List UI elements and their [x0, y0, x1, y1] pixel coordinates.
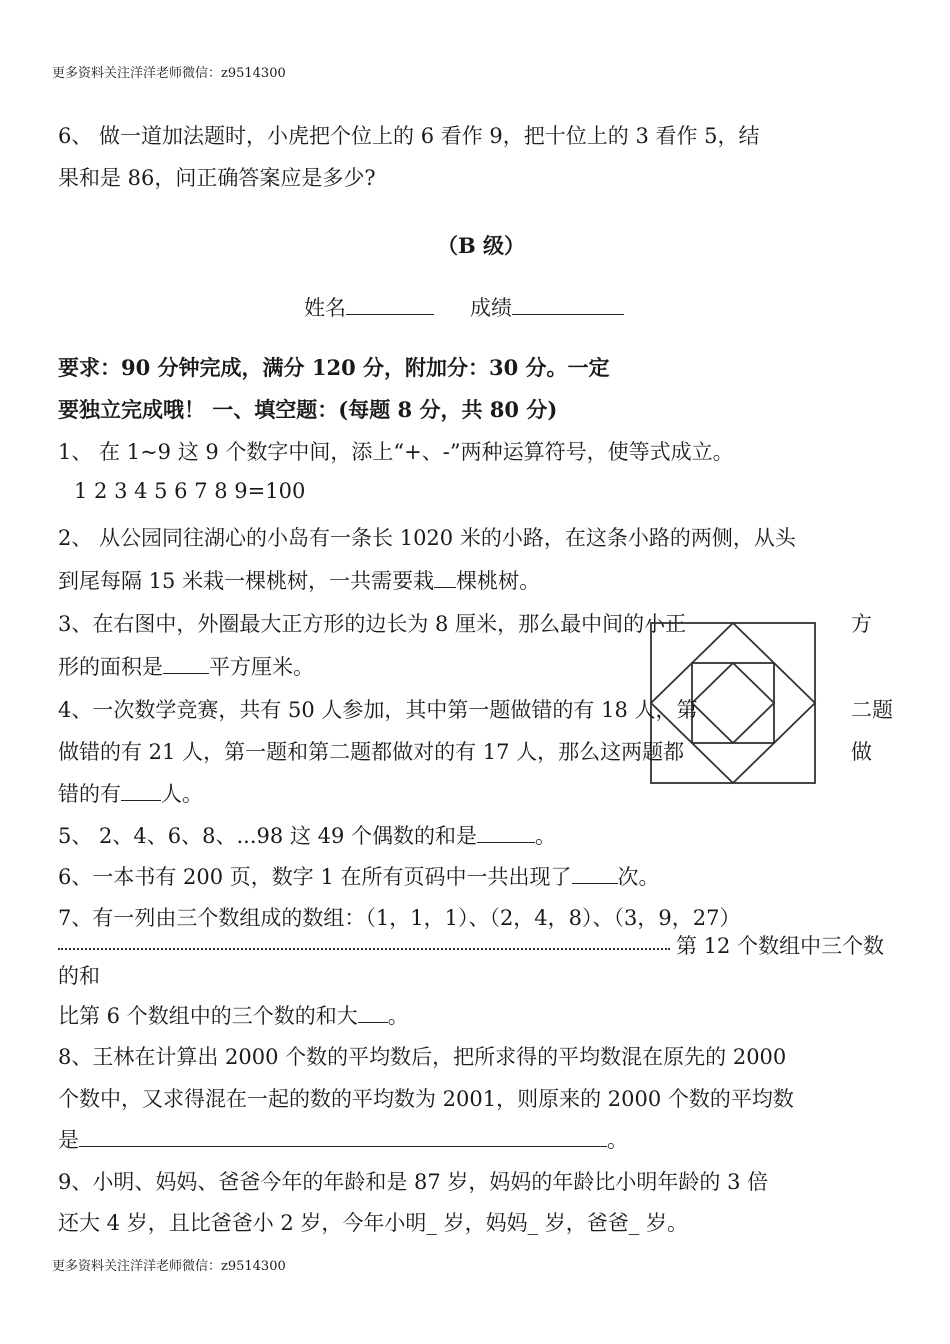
name-label: 姓名 [304, 296, 346, 320]
page-header: 更多资料关注洋洋老师微信：z9514300 [52, 66, 286, 81]
q8-blank [79, 1128, 607, 1147]
q1-line-2: 1 2 3 4 5 6 7 8 9=100 [74, 479, 306, 503]
q7-line-2: 第 12 个数组中三个数 [676, 934, 885, 958]
q9-line-2: 还大 4 岁，且比爸爸小 2 岁，今年小明_ 岁，妈妈_ 岁，爸爸_ 岁。 [58, 1211, 688, 1235]
q7-line-1: 7、有一列由三个数组成的数组：（1，1，1）、（2，4，8）、（3，9，27） [58, 906, 741, 930]
q5-blank [477, 824, 535, 843]
q2-line-1: 2、 从公园同往湖心的小岛有一条长 1020 米的小路，在这条小路的两侧，从头 [58, 526, 796, 550]
q1-line-1: 1、 在 1~9 这 9 个数字中间，添上“+、-”两种运算符号，使等式成立。 [58, 440, 734, 464]
page-footer: 更多资料关注洋洋老师微信：z9514300 [52, 1259, 286, 1274]
q7-dotted-leader [58, 934, 670, 954]
q6-blank [572, 865, 618, 884]
q7-line-4: 比第 6 个数组中的三个数的和大 。 [58, 1004, 409, 1028]
score-label: 成绩 [470, 296, 512, 320]
q5-line: 5、 2、4、6、8、...98 这 49 个偶数的和是 。 [58, 824, 556, 848]
level-title: （B 级） [437, 233, 526, 258]
q2-blank [434, 569, 456, 588]
q3-line-1-end: 方 [851, 612, 872, 636]
q8-line-2: 个数中，又求得混在一起的数的平均数为 2001，则原来的 2000 个数的平均数 [58, 1087, 794, 1111]
q8-line-3: 是 。 [58, 1128, 628, 1152]
name-field [304, 292, 434, 322]
q3-blank [163, 655, 209, 674]
requirement-line-1: 要求：90 分钟完成，满分 120 分，附加分：30 分。一定 [58, 355, 610, 380]
middle-square [692, 663, 774, 743]
q9-line-1: 9、小明、妈妈、爸爸今年的年龄和是 87 岁，妈妈的年龄比小明年龄的 3 倍 [58, 1170, 769, 1194]
q7-blank [358, 1004, 388, 1023]
name-blank [346, 296, 434, 315]
q4-line-1-end: 二题 [851, 698, 893, 722]
q4-line-2: 做错的有 21 人，第一题和第二题都做对的有 17 人，那么这两题都 [58, 740, 685, 764]
q3-line-2: 形的面积是 平方厘米。 [58, 655, 314, 679]
q6-line: 6、一本书有 200 页，数字 1 在所有页码中一共出现了 次。 [58, 865, 660, 889]
q4-blank [121, 782, 161, 801]
q4-line-1: 4、一次数学竞赛，共有 50 人参加，其中第一题做错的有 18 人，第 [58, 698, 698, 722]
q4-line-3: 错的有 人。 [58, 782, 203, 806]
q8-line-1: 8、王林在计算出 2000 个数的平均数后，把所求得的平均数混在原先的 2000 [58, 1045, 787, 1069]
question-6-line-1: 6、 做一道加法题时，小虎把个位上的 6 看作 9，把十位上的 3 看作 5，结 [58, 124, 760, 148]
inner-rotated-square [692, 663, 774, 743]
q4-line-2-end: 做 [851, 740, 872, 764]
question-6-line-2: 果和是 86，问正确答案应是多少? [58, 166, 376, 190]
q3-line-1: 3、在右图中，外圈最大正方形的边长为 8 厘米，那么最中间的小正 [58, 612, 687, 636]
score-blank [512, 296, 624, 315]
q2-line-2: 到尾每隔 15 米栽一棵桃树，一共需要栽 棵桃树。 [58, 569, 541, 593]
requirement-line-2: 要独立完成哦！ 一、填空题：(每题 8 分，共 80 分) [58, 397, 558, 422]
q7-line-3: 的和 [58, 964, 100, 988]
score-field [470, 292, 624, 322]
